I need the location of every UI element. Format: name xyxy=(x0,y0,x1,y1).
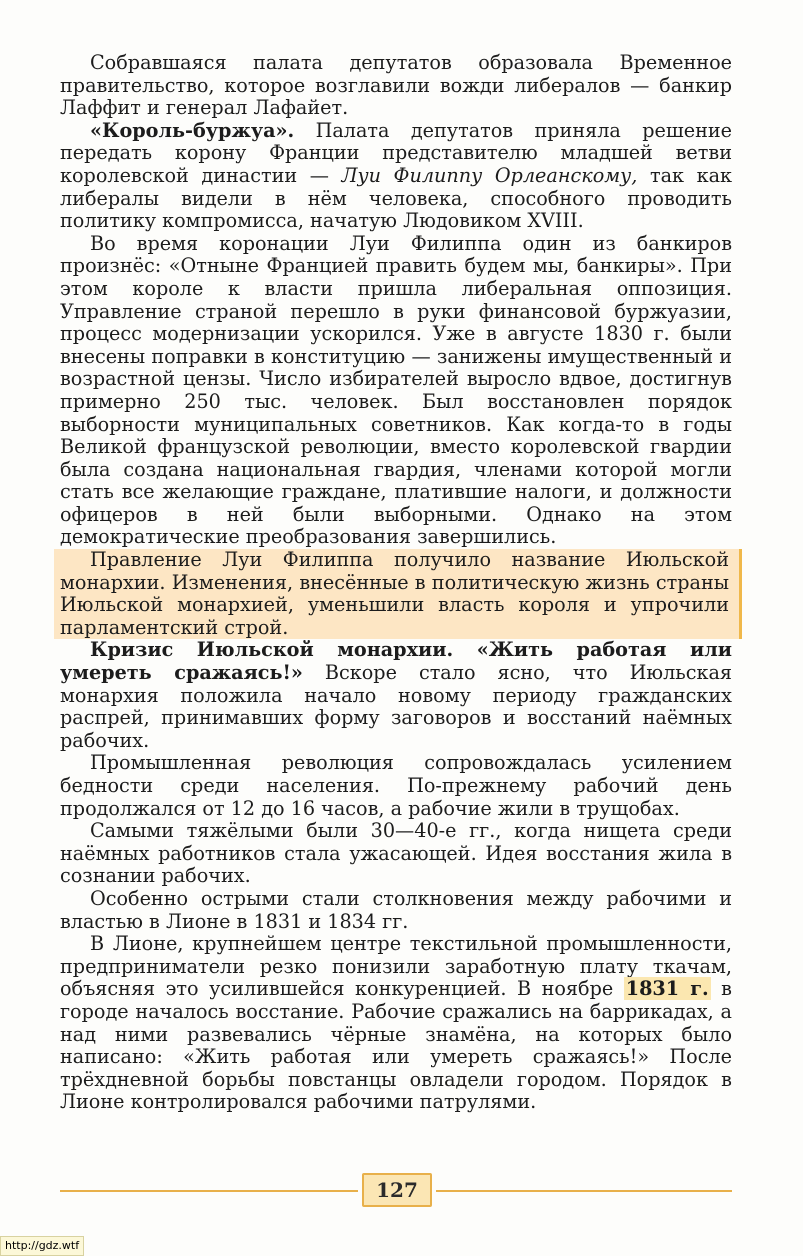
paragraph-text: Во время коронации Луи Филиппа один из банкиров произнёс: «Отныне Францией править будем мы, банкиры». При этом короле к власти пришла либеральная оппозиция. Управление страной перешло в руки финансовой буржуазии, процесс модернизации ускорился. Уже в августе 1830 г. были внесены поправки в конституцию — занижены имущественный и возрастной цензы. Число избирателей выросло вдвое, достигнув примерно 250 тыс. человек. Был восстановлен порядок выборности муниципальных советников. Как когда-то в годы Великой французской революции, вместо королевской гвардии была создана национальная гвардия, членами которой могли стать все желающие граждане, платившие налоги, и должности офицеров в ней были выборными. Однако на этом демократические преобразования завершились. xyxy=(60,231,732,549)
paragraph-text: Промышленная революция сопровождалась усилением бедности среди населения. По-прежнему рабочий день продолжался от 12 до 16 часов, а рабочие жили в трущобах. xyxy=(60,751,732,820)
paragraph-text: в городе началось восстание. Рабочие сражались на баррикадах, а над ними развевались чёрные знамёна, на которых было написано: «Жить работая или умереть сражаясь!» После трёхдневной борьбы повстанцы овладели городом. Порядок в Лионе контролировался рабочими патрулями. xyxy=(60,977,732,1114)
footer-divider-right xyxy=(436,1190,732,1192)
paragraph-lyon-clashes xyxy=(60,888,732,933)
paragraph-crisis xyxy=(60,639,732,752)
paragraph-coronation xyxy=(60,233,732,549)
paragraph-text: Правление Луи Филиппа получило название Июльской монархии. Изменения, внесённые в политическую жизнь страны Июльской монархией, уменьшили власть короля и упрочили парламентский строй. xyxy=(60,548,729,639)
paragraph-provisional-government xyxy=(60,52,732,120)
watermark-link[interactable]: http://gdz.wtf xyxy=(0,1236,84,1256)
paragraph-text: Особенно острыми стали столкновения между рабочими и властью в Лионе в 1831 и 1834 гг. xyxy=(60,886,732,933)
paragraph-thirties-forties xyxy=(60,820,732,888)
paragraph-lyon-uprising xyxy=(60,933,732,1114)
paragraph-industrial-revolution xyxy=(60,752,732,820)
footer-divider-left xyxy=(60,1190,358,1192)
section-heading-crisis: Кризис Июльской монархии. «Жить работая или умереть сражаясь!» xyxy=(60,638,732,685)
emphasized-name: Луи Филиппу Орлеанскому, xyxy=(341,163,638,187)
paragraph-text: Самыми тяжёлыми были 30—40-е гг., когда нищета среди наёмных работников стала ужасающей. Идея восстания жила в сознании рабочих. xyxy=(60,819,732,888)
main-text xyxy=(60,52,732,1114)
paragraph-text: Вскоре стало ясно, что Июльская монархия положила начало новому периоду гражданских распрей, принимавших форму заговоров и восстаний наёмных рабочих. xyxy=(60,661,732,752)
highlighted-summary xyxy=(54,549,742,639)
paragraph-text: Собравшаяся палата депутатов образовала Временное правительство, которое возглавили вожди либералов — банкир Лаффит и генерал Лафайет. xyxy=(60,51,732,120)
page-number: 127 xyxy=(362,1173,432,1207)
paragraph-text: Палата депутатов приняла решение передать корону Франции представителю младшей ветви королевской династии — xyxy=(60,118,732,187)
section-heading-king-bourgeois: «Король-буржуа». xyxy=(90,118,295,142)
paragraph-king-bourgeois xyxy=(60,120,732,233)
highlighted-date: 1831 г. xyxy=(625,977,709,1001)
paragraph-text: В Лионе, крупнейшем центре текстильной промышленности, предприниматели резко понизили заработную плату ткачам, объясняя это усилившейся конкуренцией. В ноябре xyxy=(60,932,732,1001)
paragraph-text: так как либералы видели в нём человека, способного проводить политику компромисса, начатую Людовиком XVIII. xyxy=(60,163,733,233)
